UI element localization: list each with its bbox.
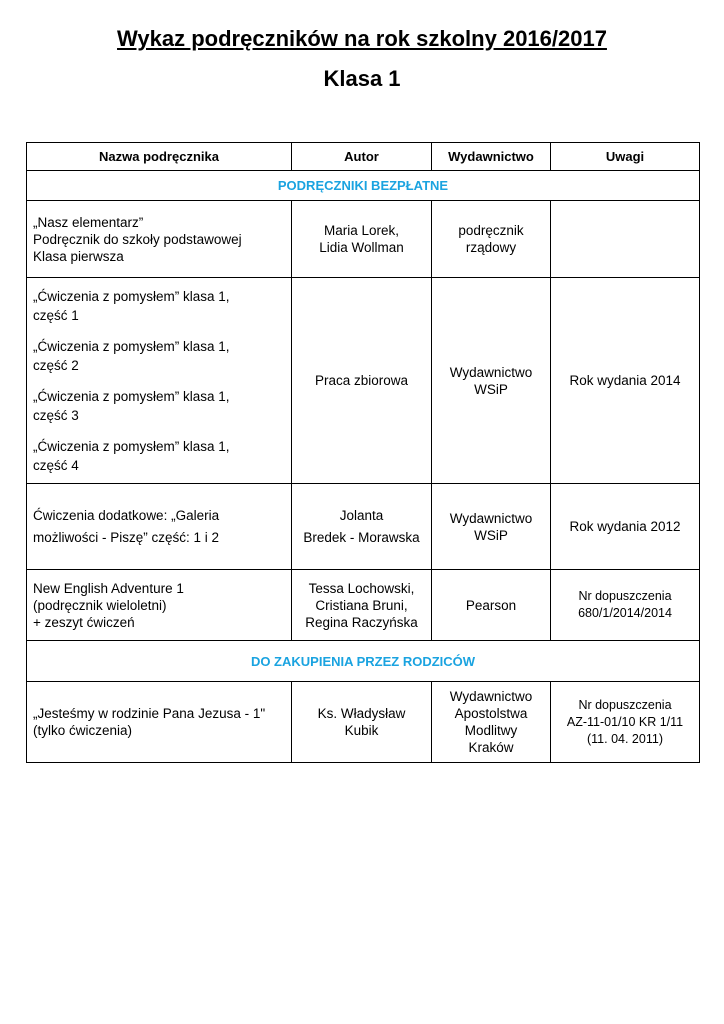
header-cell: Wydawnictwo (432, 143, 551, 171)
class-heading: Klasa 1 (323, 66, 401, 91)
table-row (27, 682, 700, 763)
table-row (27, 278, 700, 484)
author-cell: Ks. Władysław Kubik (292, 682, 432, 763)
author-cell: Praca zbiorowa (292, 278, 432, 484)
author-cell: Maria Lorek, Lidia Wollman (292, 201, 432, 278)
notes-cell: Rok wydania 2014 (551, 278, 700, 484)
author-cell: Tessa Lochowski, Cristiana Bruni, Regina Raczyńska (292, 570, 432, 641)
notes-cell: Rok wydania 2012 (551, 484, 700, 570)
author-cell: Jolanta Bredek - Morawska (292, 484, 432, 570)
publisher-cell: Pearson (432, 570, 551, 641)
table-row (27, 484, 700, 570)
book-name-cell: New English Adventure 1 (podręcznik wieloletni) + zeszyt ćwiczeń (27, 570, 292, 641)
table-row (27, 570, 700, 641)
header-cell: Nazwa podręcznika (27, 143, 292, 171)
notes-cell: Nr dopuszczenia AZ-11-01/10 KR 1/11 (11. 04. 2011) (551, 682, 700, 763)
section-row (27, 171, 700, 201)
page-title: Wykaz podręczników na rok szkolny 2016/2017 (117, 26, 607, 51)
table-row (27, 201, 700, 278)
header-cell: Uwagi (551, 143, 700, 171)
publisher-cell: Wydawnictwo Apostolstwa Modlitwy Kraków (432, 682, 551, 763)
section-row (27, 641, 700, 682)
book-name-cell: „Nasz elementarz” Podręcznik do szkoły podstawowej Klasa pierwsza (27, 201, 292, 278)
table-header-row (27, 143, 700, 171)
textbook-table (26, 142, 700, 763)
header-cell: Autor (292, 143, 432, 171)
publisher-cell: Wydawnictwo WSiP (432, 484, 551, 570)
book-name-cell: „Jesteśmy w rodzinie Pana Jezusa - 1" (tylko ćwiczenia) (27, 682, 292, 763)
notes-cell: Nr dopuszczenia 680/1/2014/2014 (551, 570, 700, 641)
section-parents-purchase: DO ZAKUPIENIA PRZEZ RODZICÓW (27, 641, 700, 682)
book-name-cell: Ćwiczenia dodatkowe: „Galeria możliwości - Piszę” część: 1 i 2 (27, 484, 292, 570)
section-free-textbooks: PODRĘCZNIKI BEZPŁATNE (27, 171, 700, 201)
notes-cell (551, 201, 700, 278)
book-name-cell: „Ćwiczenia z pomysłem” klasa 1, część 1 „Ćwiczenia z pomysłem” klasa 1, część 2 „Ćwiczenia z pomysłem” klasa 1, część 3 „Ćwiczenia z pomysłem” klasa 1, część 4 (27, 278, 292, 484)
publisher-cell: Wydawnictwo WSiP (432, 278, 551, 484)
publisher-cell: podręcznik rządowy (432, 201, 551, 278)
